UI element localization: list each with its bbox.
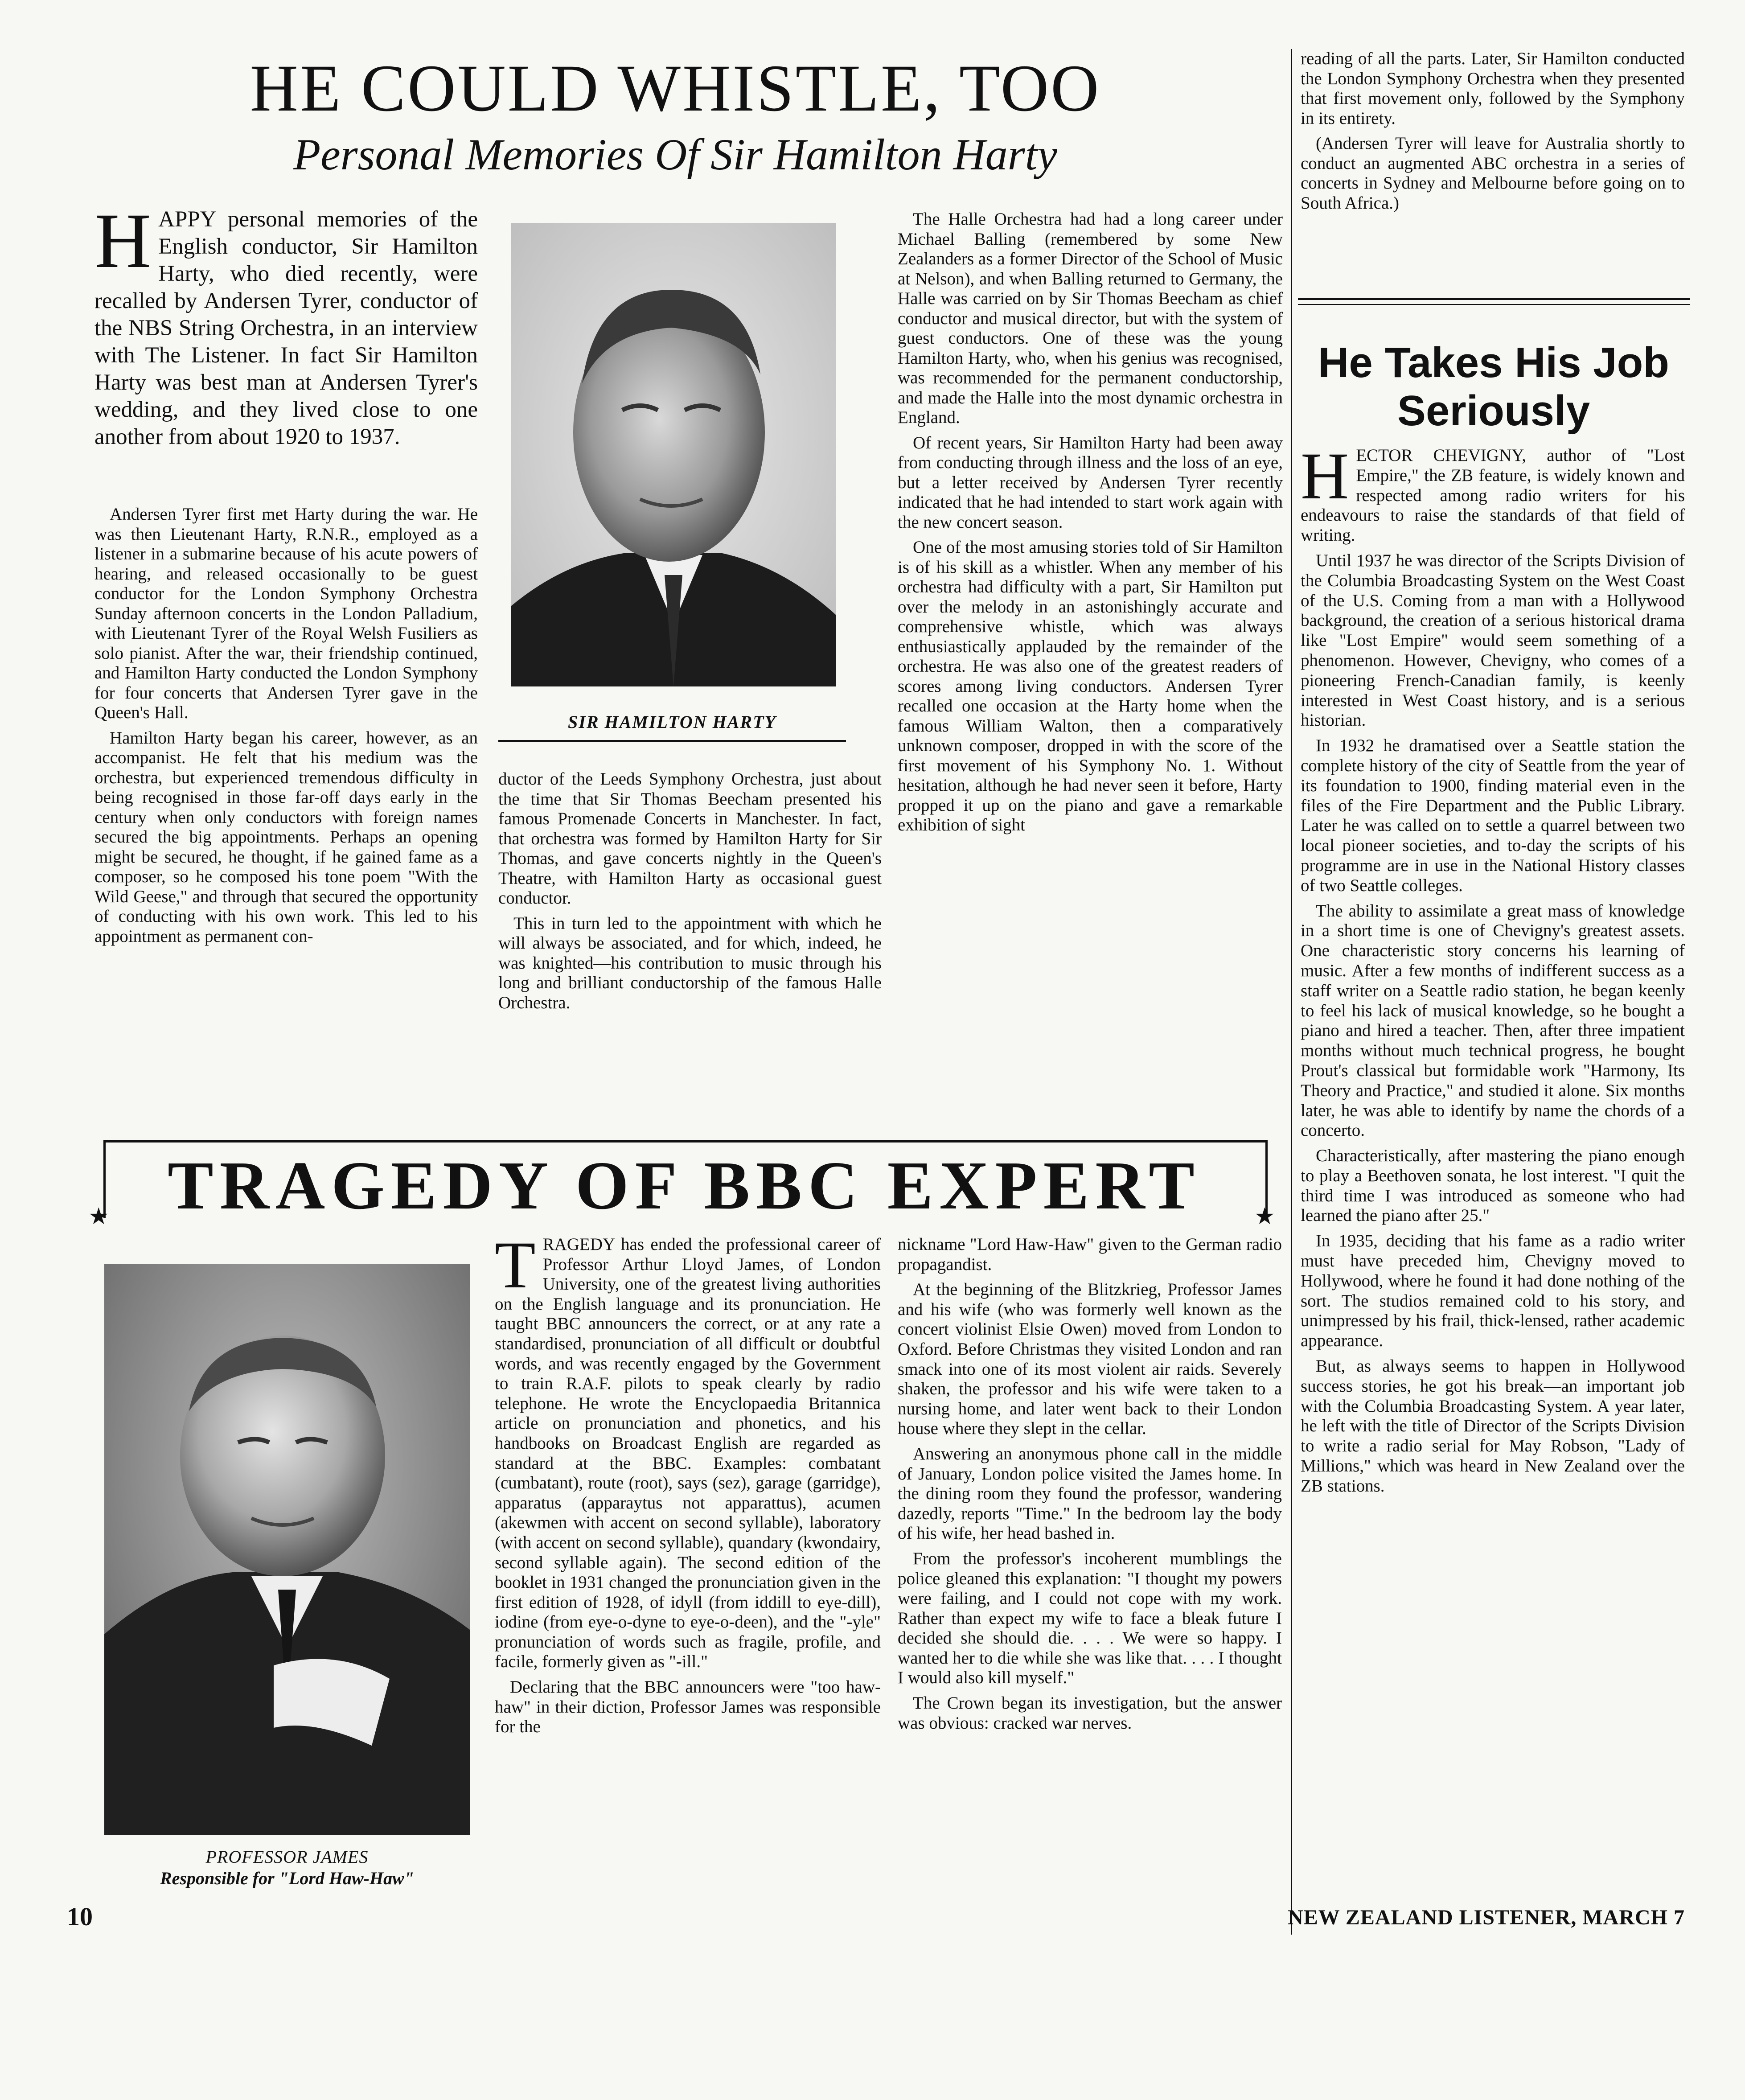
column-6 bbox=[495, 1228, 881, 1742]
column-5 bbox=[1301, 439, 1685, 1502]
paragraph: Of recent years, Sir Hamilton Harty had been away from conducting through illness and the loss of an eye, but a letter received by Andersen Tyrer recently indicated that he had intended to start work again with the new concert season. bbox=[898, 433, 1283, 532]
paragraph: reading of all the parts. Later, Sir Hamilton conducted the London Symphony Orchestra when they presented that first movement only, followed by the Symphony in its entirety. bbox=[1301, 49, 1685, 128]
paragraph: But, as always seems to happen in Hollywood success stories, he got his break—an important job with the Columbia Broadcasting System. A year later, he left with the title of Director of the Scripts Division to write a radio serial for May Robson, "Lady of Millions," which was heard in New Zealand over the ZB stations. bbox=[1301, 1356, 1685, 1496]
article-title: He Takes His Job Seriously bbox=[1318, 339, 1669, 435]
caption-rule bbox=[498, 740, 846, 742]
paragraph: HECTOR CHEVIGNY, author of "Lost Empire," the ZB feature, is widely known and respected among radio writers for his endeavours to raise the standards of that field of writing. bbox=[1301, 439, 1685, 545]
portrait-photo-harty bbox=[511, 223, 836, 686]
paragraph: Characteristically, after mastering the piano enough to play a Beethoven sonata, he lost interest. "I quit the third time I was introduced as someone who had learned the piano after 25." bbox=[1301, 1146, 1685, 1225]
column-3 bbox=[898, 210, 1283, 841]
paragraph: The Crown began its investigation, but the answer was obvious: cracked war nerves. bbox=[898, 1693, 1282, 1733]
column-divider bbox=[1291, 49, 1292, 1935]
star-icon: ★ bbox=[1254, 1204, 1275, 1229]
paragraph: The Halle Orchestra had had a long career under Michael Balling (remembered by some New Zealanders as a former Director of the School of Music at Nelson), and when Balling returned to Germany, the Halle was carried on by Sir Thomas Beecham as chief conductor and musical director, but with the system of guest conductors. One of these was the young Hamilton Harty, who, when his genius was recognised, was recommended for the permanent conductorship, and made the Halle into the most dynamic orchestra in England. bbox=[898, 210, 1283, 427]
article-title: TRAGEDY OF BBC EXPERT bbox=[168, 1148, 1201, 1224]
page-number: 10 bbox=[67, 1902, 93, 1931]
article-title: HE COULD WHISTLE, TOO bbox=[250, 51, 1101, 125]
paragraph: Answering an anonymous phone call in the middle of January, London police visited the James home. In the dining room they found the professor, wandering dazedly, reports "Time." In the bedroom lay the body of his wife, her head bashed in. bbox=[898, 1444, 1282, 1543]
paragraph: Declaring that the BBC announcers were "too haw-haw" in their diction, Professor James was responsible for the bbox=[495, 1677, 881, 1737]
paragraph: (Andersen Tyrer will leave for Australia shortly to conduct an augmented ABC orchestra in a series of concerts in Sydney and Melbourne before going on to South Africa.) bbox=[1301, 134, 1685, 213]
paragraph: nickname "Lord Haw-Haw" given to the German radio propagandist. bbox=[898, 1235, 1282, 1274]
portrait-illustration bbox=[511, 223, 836, 686]
drop-cap: T bbox=[495, 1228, 536, 1302]
paragraph: TRAGEDY has ended the professional career of Professor Arthur Lloyd James, of London University, one of the greatest living authorities on the English language and its pronunciation. He taught BBC announcers the correct, or at any rate a standardised, pronunciation of all difficult or doubtful words, and was recently engaged by the Government to train R.A.F. pilots to speak clearly by radio telephone. He wrote the Encyclopaedia Britannica article on pronunciation and phonetics, and his handbooks on Broadcast English are regarded as standard at the BBC. Examples: combatant (cumbatant), route (root), says (sez), garage (garridge), apparatus (apparaytus not apparattus), acumen (akewmen with accent on second syllable), laboratory (with accent on second syllable), quandary (kwondairy, second syllable again). The second edition of the booklet in 1931 changed the pronunciation given in the first edition of 1928, of idyll (from iddill to eye-dill), iodine (from eye-o-dyne to eye-o-deen), and the "-yle" pronunciation of words such as fragile, profile, and facile, formerly given as "-ill." bbox=[495, 1228, 881, 1672]
column-7 bbox=[898, 1235, 1282, 1738]
paragraph: From the professor's incoherent mumblings the police gleaned this explanation: "I thought my powers were failing, and I could not cope with my work. Rather than expect my wife to face a bleak future I decided she should die. . . . We were so happy. I wanted her to die while she was like that. . . . I thought I would also kill myself." bbox=[898, 1549, 1282, 1688]
paragraph: In 1932 he dramatised over a Seattle station the complete history of the city of Seattle from the year of its foundation to 1900, finding material even in the files of the Fire Department and the Public Library. Later he was called on to settle a quarrel between two local pioneer societies, and to-day the scripts of his programme are in use in the National History classes of two Seattle colleges. bbox=[1301, 736, 1685, 895]
paragraph: Andersen Tyrer first met Harty during the war. He was then Lieutenant Harty, R.N.R., employed as a listener in a submarine because of his acute powers of hearing, and released occasionally to be guest conductor for the London Symphony Orchestra Sunday afternoon concerts in the London Palladium, with Lieutenant Tyrer of the Royal Welsh Fusiliers as solo pianist. After the war, their friendship continued, and Hamilton Harty conducted the London Symphony for four concerts that Andersen Tyrer gave in the Queen's Hall. bbox=[94, 505, 478, 722]
column-4 bbox=[1301, 49, 1685, 218]
article-lead: HAPPY personal memories of the English conductor, Sir Hamilton Harty, who died recently, were recalled by Andersen Tyrer, conductor of the NBS String Orchestra, in an interview with The Listener. In fact Sir Hamilton Harty was best man at Andersen Tyrer's wedding, and they lived close to one another from about 1920 to 1937. bbox=[94, 197, 478, 449]
star-icon: ★ bbox=[88, 1204, 109, 1229]
paragraph: At the beginning of the Blitzkrieg, Professor James and his wife (who was formerly well known as the concert violinist Elsie Owen) moved from London to Oxford. Before Christmas they visited London and ran smack into one of its most violent air raids. Severely shaken, the professor and his wife were taken to a nursing home, and later went back to their London house where they slept in the cellar. bbox=[898, 1280, 1282, 1438]
drop-cap: H bbox=[1301, 439, 1349, 513]
paragraph: ductor of the Leeds Symphony Orchestra, just about the time that Sir Thomas Beecham presented his famous Promenade Concerts in Manchester. In fact, that orchestra was formed by Hamilton Harty for Sir Thomas, and gave concerts nightly in the Queen's Theatre, with Hamilton Harty as occasional guest conductor. bbox=[498, 769, 882, 908]
column-1 bbox=[94, 505, 478, 952]
photo-caption: SIR HAMILTON HARTY bbox=[568, 712, 776, 732]
drop-cap: H bbox=[94, 197, 152, 284]
paragraph: Until 1937 he was director of the Scripts Division of the Columbia Broadcasting System on the West Coast of the U.S. Coming from a man with a Hollywood background, the creation of a serious historical drama like "Lost Empire" would seem something of a phenomenon. However, Chevigny, who comes of a pioneering French-Canadian family, is keenly interested in West Coast history, and is a serious historian. bbox=[1301, 551, 1685, 730]
section-divider bbox=[1298, 304, 1690, 305]
paragraph: One of the most amusing stories told of Sir Hamilton is of his skill as a whistler. When any member of his orchestra had difficulty with a part, Sir Hamilton put over the melody in an astonishingly accurate and comprehensive whistle, which was always enthusiastically applauded by the remainder of the orchestra. He was also one of the greatest readers of scores among living conductors. Andersen Tyrer recalled one occasion at the Harty home when the famous William Walton, then a comparatively unknown composer, dropped in with the score of the first movement of his Symphony No. 1. Without hesitation, although he had never seen it before, Harty propped it up on the piano and gave a remarkable exhibition of sight bbox=[898, 538, 1283, 834]
article-subtitle: Personal Memories Of Sir Hamilton Harty bbox=[293, 130, 1057, 179]
photo-caption: PROFESSOR JAMES bbox=[205, 1847, 369, 1867]
paragraph: Hamilton Harty began his career, however, as an accompanist. He felt that his medium was the orchestra, but experienced tremendous difficulty in being recognised in those far-off days early in the century when only conductors with foreign names secured the big appointments. Perhaps an opening might be secured, he thought, if he gained fame as a composer, so he composed his tone poem "With the Wild Geese," and through that secured the opportunity of conducting with his own work. This led to his appointment as permanent con- bbox=[94, 728, 478, 946]
photo-caption-sub: Responsible for "Lord Haw-Haw" bbox=[160, 1868, 414, 1888]
portrait-photo-james bbox=[104, 1264, 470, 1835]
portrait-illustration bbox=[104, 1264, 470, 1835]
column-2 bbox=[498, 769, 882, 1018]
publication-line: NEW ZEALAND LISTENER, MARCH 7 bbox=[1288, 1906, 1685, 1929]
paragraph: The ability to assimilate a great mass of knowledge in a short time is one of Chevigny's greatest assets. One characteristic story concerns his learning of music. After a few months of indifferent success as a staff writer on a Seattle radio station, he began keenly to feel his lack of musical knowledge, so he bought a piano and hired a teacher. Then, after three impatient months without much technical progress, he bought Prout's classical but formidable work "Harmony, Its Theory and Practice," and studied it alone. Six months later, he was able to identify by name the chords of a concerto. bbox=[1301, 901, 1685, 1140]
section-divider bbox=[1298, 298, 1690, 300]
paragraph: This in turn led to the appointment with which he will always be associated, and for which, indeed, he was knighted—his contribution to music through his long and brilliant conductorship of the famous Halle Orchestra. bbox=[498, 913, 882, 1012]
paragraph: In 1935, deciding that his fame as a radio writer must have preceded him, Chevigny moved to Hollywood, where he found it had done nothing of the sort. The studios remained cold to his story, and unimpressed by his frail, thick-lensed, rather academic appearance. bbox=[1301, 1231, 1685, 1351]
